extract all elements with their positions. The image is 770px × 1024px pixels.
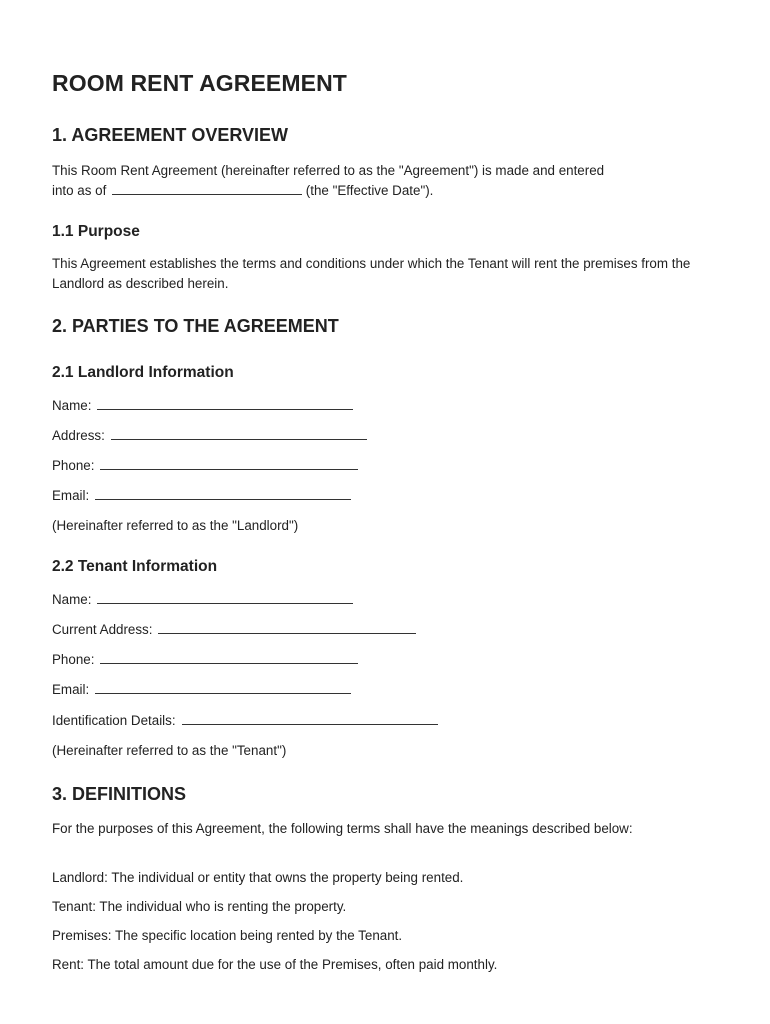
tenant-address-field [52, 620, 416, 639]
tenant-email-field [52, 680, 351, 699]
landlord-name-field [52, 396, 353, 415]
tenant-id-field [52, 711, 438, 730]
tenant-name-label: Name: [52, 592, 92, 607]
landlord-phone-blank[interactable] [100, 457, 358, 470]
landlord-name-label: Name: [52, 398, 92, 413]
tenant-email-label: Email: [52, 682, 90, 697]
tenant-phone-label: Phone: [52, 652, 95, 667]
landlord-address-blank[interactable] [111, 427, 367, 440]
definition-rent: Rent: The total amount due for the use of the Premises, often paid monthly. [52, 957, 498, 972]
landlord-email-field [52, 486, 351, 505]
section-1-heading: 1. AGREEMENT OVERVIEW [52, 125, 289, 145]
landlord-reference: (Hereinafter referred to as the "Landlord") [52, 518, 299, 533]
definitions-intro: For the purposes of this Agreement, the following terms shall have the meanings described below: [52, 821, 633, 836]
intro-line-2 [52, 181, 433, 200]
intro-suffix: (the "Effective Date"). [302, 183, 434, 198]
landlord-info-heading: 2.1 Landlord Information [52, 364, 234, 381]
definition-tenant: Tenant: The individual who is renting the property. [52, 899, 347, 914]
purpose-text: This Agreement establishes the terms and conditions under which the Tenant will rent the premises from the Landlord as described herein. [52, 256, 691, 291]
tenant-name-field [52, 590, 353, 609]
purpose-heading: 1.1 Purpose [52, 223, 140, 240]
landlord-address-label: Address: [52, 428, 105, 443]
section-2-heading: 2. PARTIES TO THE AGREEMENT [52, 316, 339, 336]
tenant-email-blank[interactable] [95, 681, 351, 694]
landlord-phone-field [52, 456, 358, 475]
document-title: ROOM RENT AGREEMENT [52, 70, 347, 96]
tenant-id-blank[interactable] [182, 712, 438, 725]
landlord-phone-label: Phone: [52, 458, 95, 473]
landlord-name-blank[interactable] [97, 397, 353, 410]
intro-line-1: This Room Rent Agreement (hereinafter referred to as the "Agreement") is made and entered [52, 163, 605, 178]
tenant-reference: (Hereinafter referred to as the "Tenant") [52, 743, 287, 758]
intro-prefix: into as of [52, 183, 111, 198]
tenant-name-blank[interactable] [97, 591, 353, 604]
landlord-address-field [52, 426, 367, 445]
landlord-email-blank[interactable] [95, 487, 351, 500]
tenant-phone-blank[interactable] [100, 651, 358, 664]
landlord-email-label: Email: [52, 488, 90, 503]
tenant-address-label: Current Address: [52, 622, 153, 637]
tenant-address-blank[interactable] [158, 621, 416, 634]
definition-premises: Premises: The specific location being rented by the Tenant. [52, 928, 403, 943]
definition-landlord: Landlord: The individual or entity that owns the property being rented. [52, 870, 464, 885]
effective-date-blank[interactable] [112, 182, 302, 195]
tenant-info-heading: 2.2 Tenant Information [52, 558, 218, 575]
section-3-heading: 3. DEFINITIONS [52, 784, 187, 804]
tenant-id-label: Identification Details: [52, 713, 176, 728]
tenant-phone-field [52, 650, 358, 669]
